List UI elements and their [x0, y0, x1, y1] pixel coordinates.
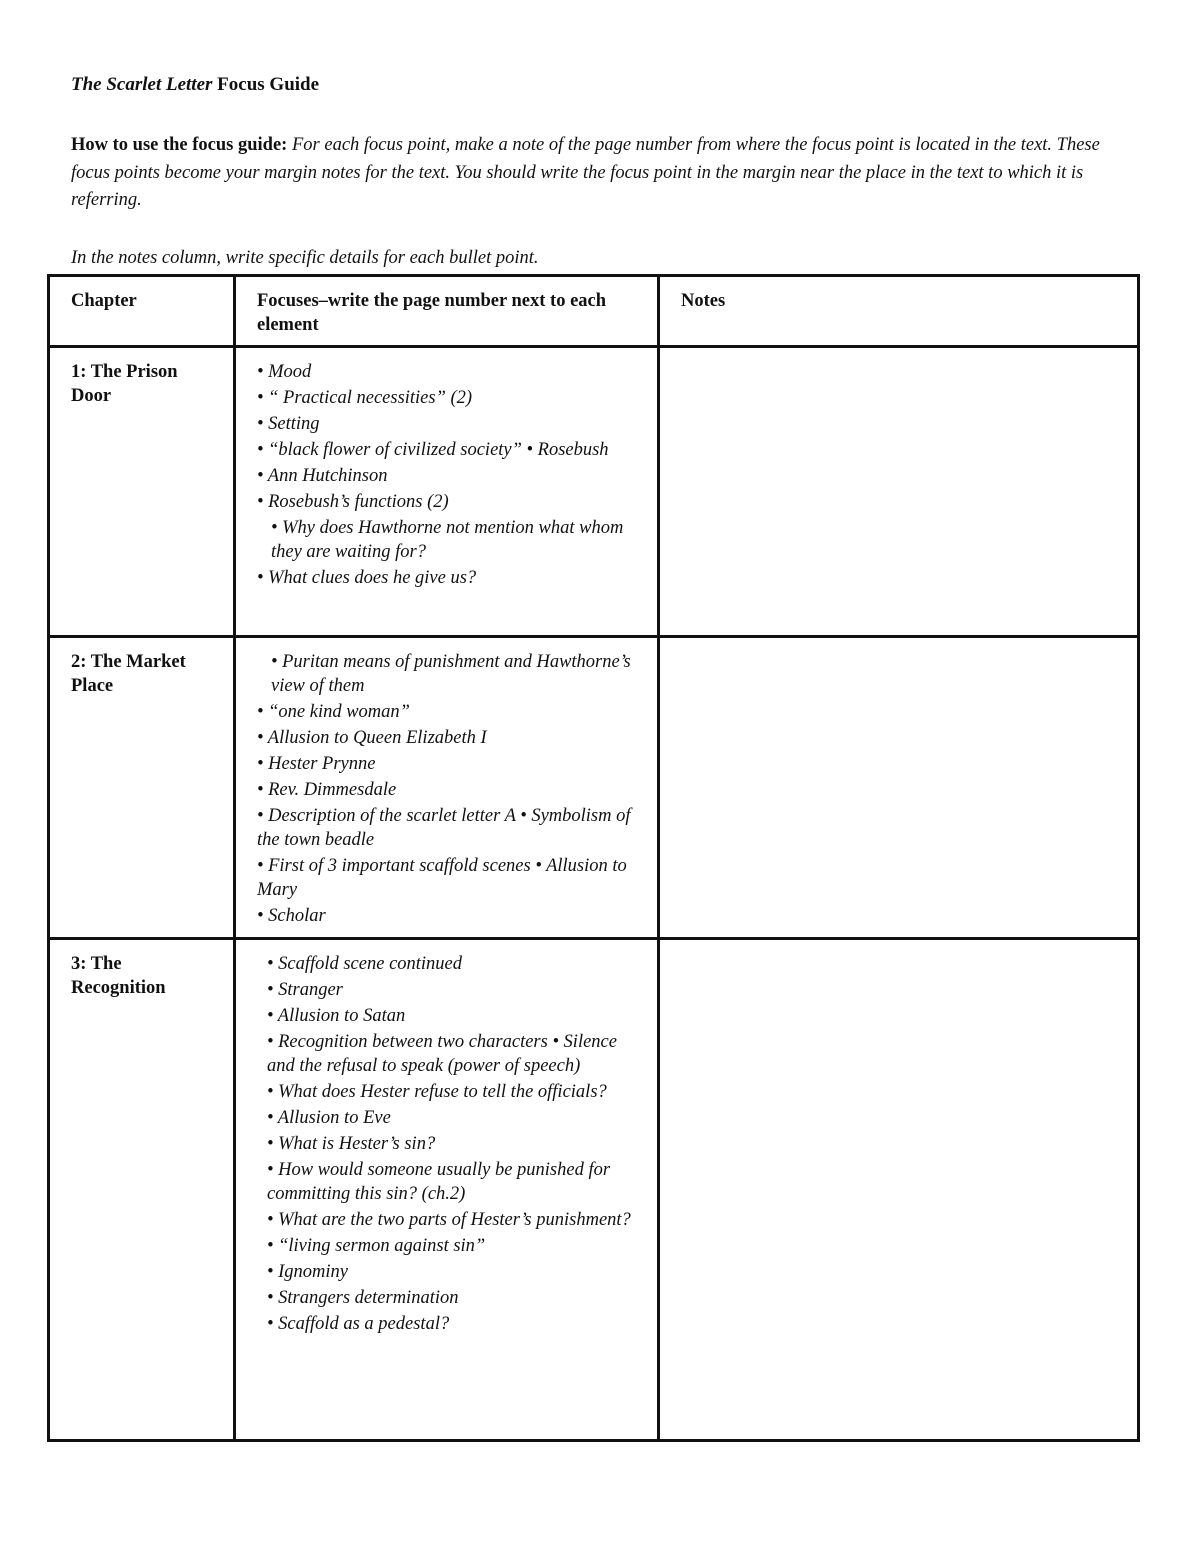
header-notes: Notes	[659, 276, 1139, 347]
focuses-cell	[235, 939, 659, 1441]
focus-item: • Setting	[257, 414, 320, 434]
focus-item: • Rosebush’s functions (2)	[257, 492, 449, 512]
focus-item: • Scaffold scene continued	[267, 954, 463, 974]
focus-item: • What does Hester refuse to tell the officials?	[267, 1082, 607, 1102]
header-chapter: Chapter	[49, 276, 235, 347]
focus-item: • Allusion to Satan	[267, 1006, 406, 1026]
focus-item: • Mood	[257, 362, 312, 382]
chapter-cell: 3: The Recognition	[49, 939, 235, 1441]
howto-text: For each focus point, make a note of the page number from where the focus point is located in the text. These focus points become your margin notes for the text. You should write the focus point in the margin near the place in the text to which it is referring.	[71, 135, 1100, 210]
focus-list	[257, 952, 637, 1336]
notes-cell[interactable]	[659, 347, 1139, 637]
focus-item: • “ Practical necessities” (2)	[257, 388, 473, 408]
focus-item: • Allusion to Eve	[267, 1108, 391, 1128]
focus-item: • What clues does he give us?	[257, 568, 477, 588]
focus-item: • Scaffold as a pedestal?	[267, 1314, 450, 1334]
focus-list	[257, 650, 637, 928]
notes-cell[interactable]	[659, 637, 1139, 939]
focus-item: • Allusion to Queen Elizabeth I	[257, 728, 487, 748]
chapter-cell: 2: The Market Place	[49, 637, 235, 939]
title-book-name: The Scarlet Letter	[71, 74, 213, 95]
chapter-cell: 1: The Prison Door	[49, 347, 235, 637]
focuses-cell	[235, 347, 659, 637]
focus-guide-table	[47, 274, 1140, 1442]
focus-item: • Puritan means of punishment and Hawthorne’s view of them	[271, 652, 631, 696]
table-row	[49, 637, 1139, 939]
howto-label: How to use the focus guide:	[71, 135, 288, 155]
focus-item: • What are the two parts of Hester’s punishment?	[267, 1210, 631, 1230]
focus-item: • Stranger	[267, 980, 343, 1000]
focus-item: • Why does Hawthorne not mention what whom they are waiting for?	[271, 518, 624, 562]
focus-item: • “one kind woman”	[257, 702, 410, 722]
howto-paragraph	[71, 132, 1131, 215]
focus-item: • Recognition between two characters • Silence and the refusal to speak (power of speech)	[267, 1032, 617, 1076]
document-title	[71, 74, 319, 96]
focus-item: • What is Hester’s sin?	[267, 1134, 436, 1154]
focus-list	[257, 360, 637, 590]
focus-item: • How would someone usually be punished for committing this sin? (ch.2)	[267, 1160, 611, 1204]
focus-item: • Scholar	[257, 906, 326, 926]
notes-cell[interactable]	[659, 939, 1139, 1441]
notes-instruction: In the notes column, write specific details for each bullet point.	[71, 248, 539, 268]
title-suffix: Focus Guide	[212, 74, 320, 95]
focuses-cell	[235, 637, 659, 939]
focus-item: • Description of the scarlet letter A • Symbolism of the town beadle	[257, 806, 631, 850]
focus-item: • Ignominy	[267, 1262, 348, 1282]
focus-item: • Ann Hutchinson	[257, 466, 388, 486]
focus-item: • “black flower of civilized society” • Rosebush	[257, 440, 609, 460]
header-focuses: Focuses–write the page number next to each element	[235, 276, 659, 347]
focus-item: • Rev. Dimmesdale	[257, 780, 397, 800]
table-row	[49, 347, 1139, 637]
focus-item: • First of 3 important scaffold scenes • Allusion to Mary	[257, 856, 627, 900]
focus-item: • Strangers determination	[267, 1288, 459, 1308]
table-header-row	[49, 276, 1139, 347]
table-row	[49, 939, 1139, 1441]
focus-item: • Hester Prynne	[257, 754, 376, 774]
focus-item: • “living sermon against sin”	[267, 1236, 486, 1256]
